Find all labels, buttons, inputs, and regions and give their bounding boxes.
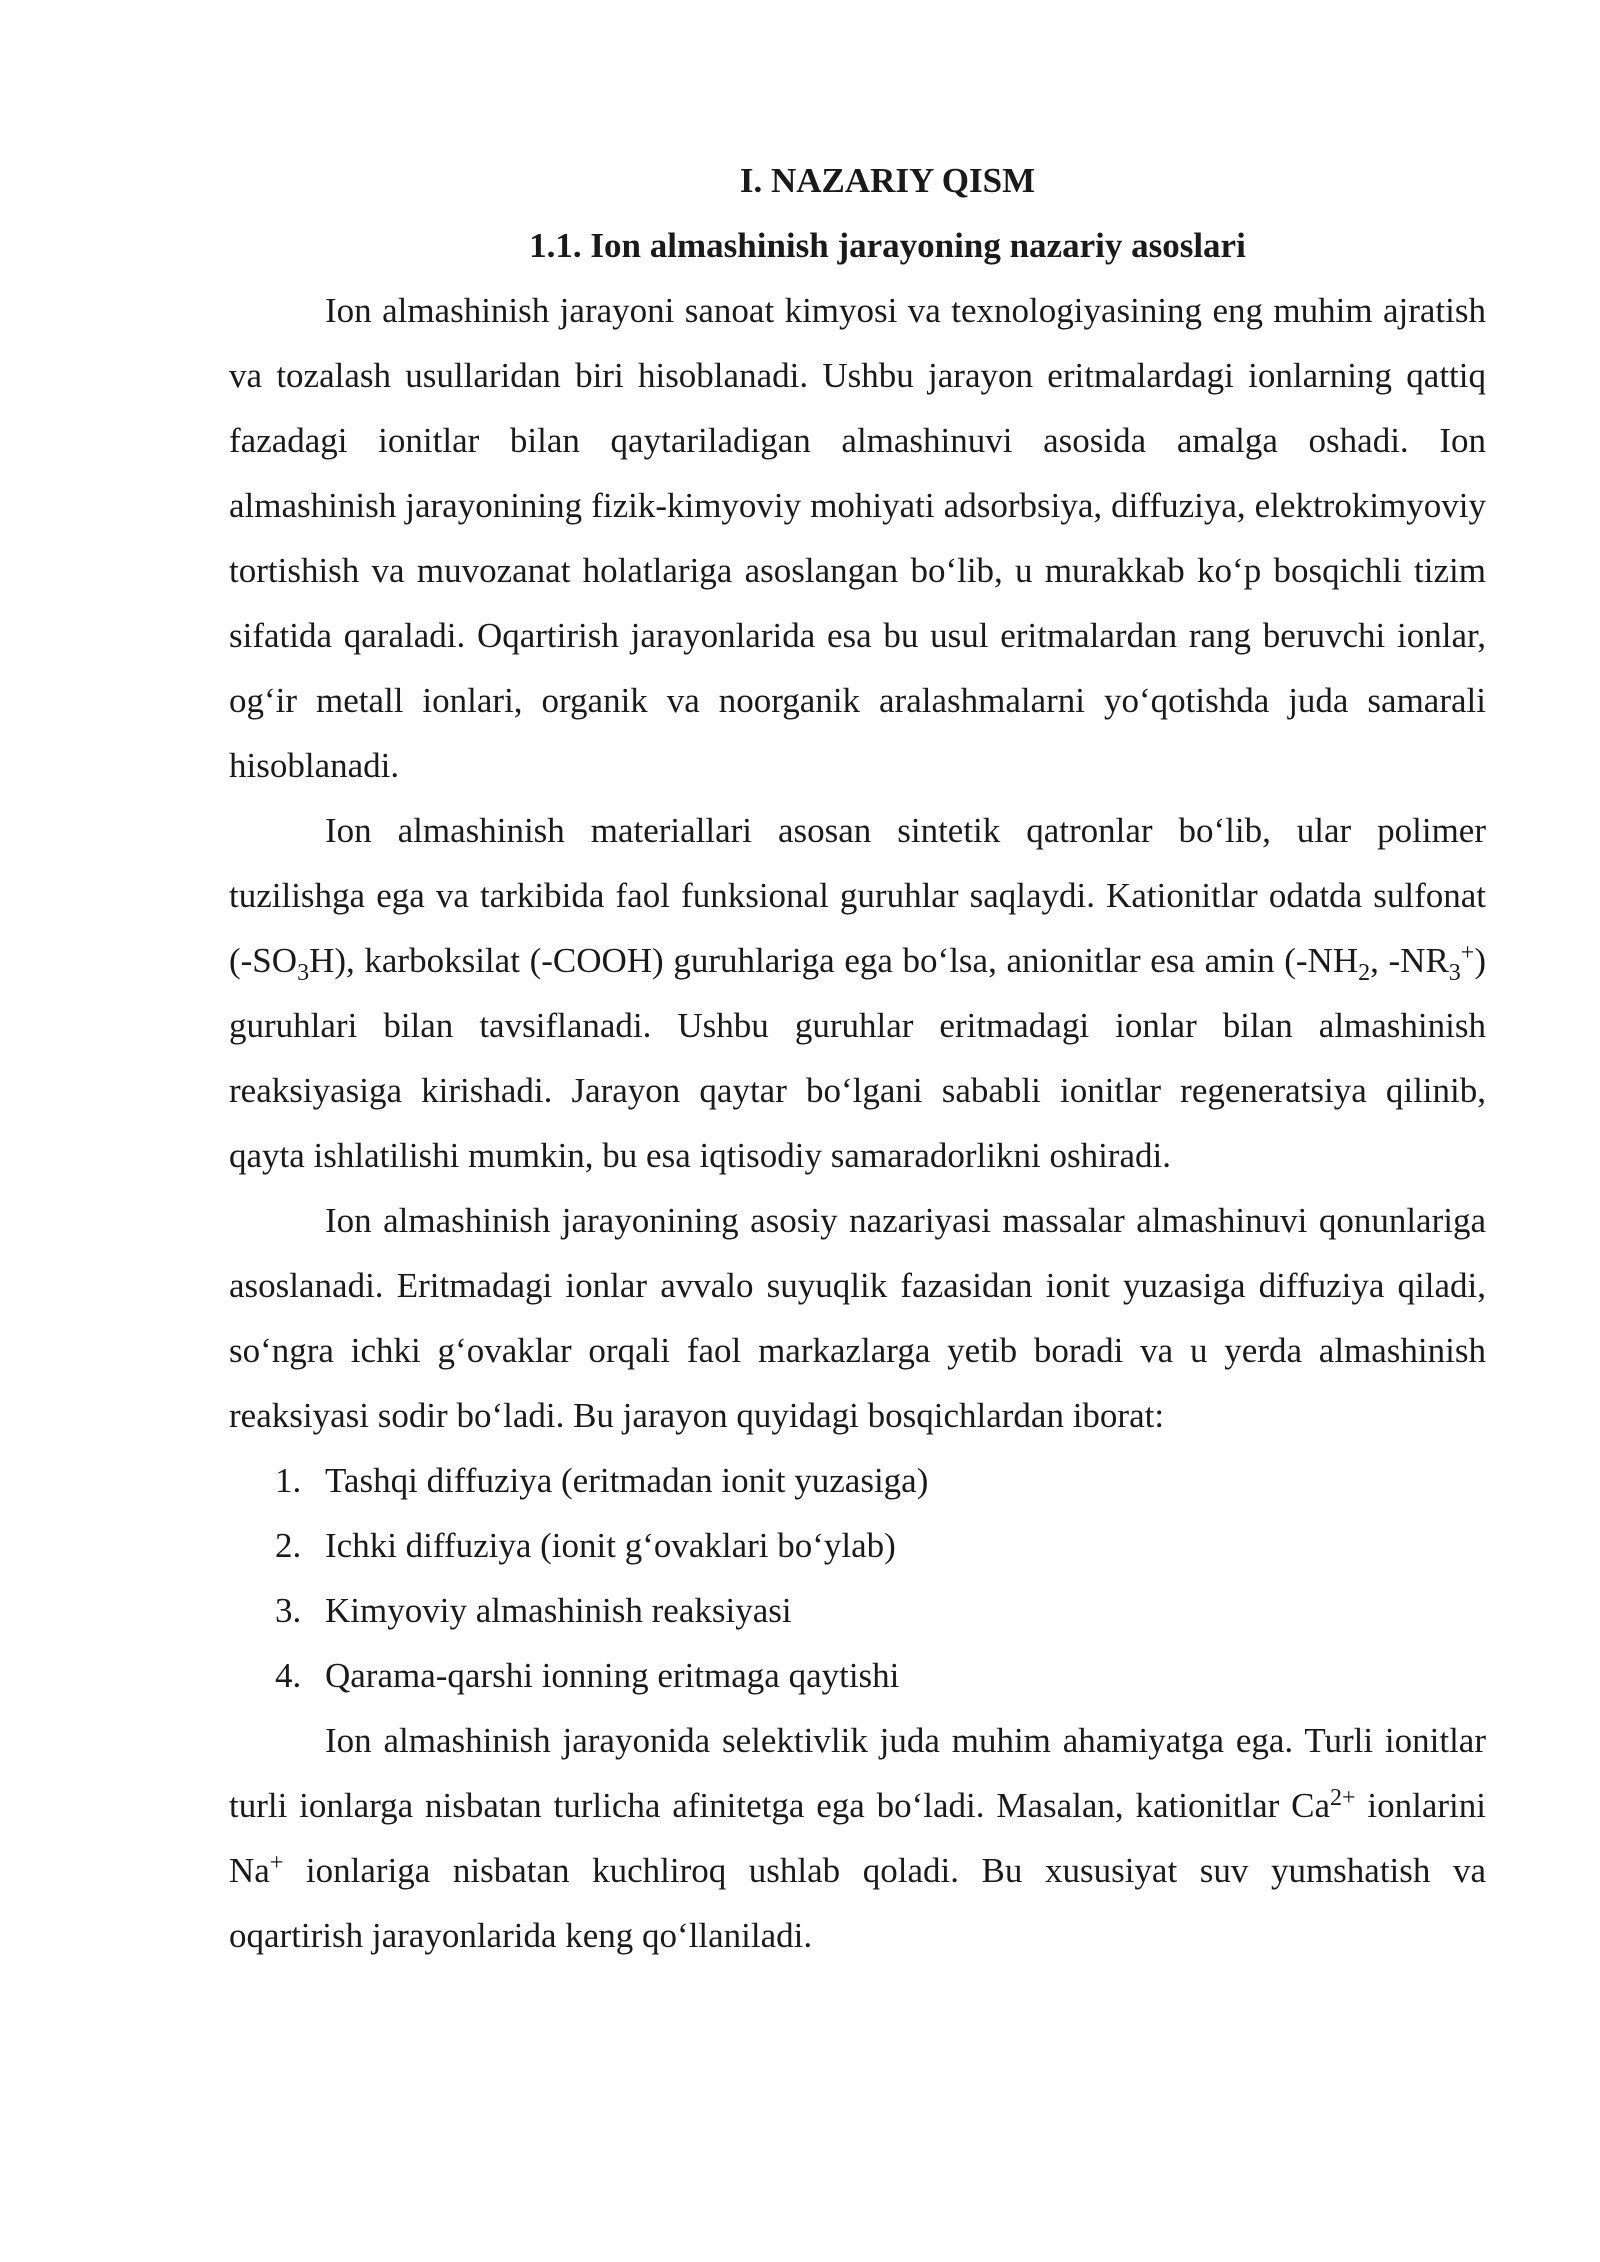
paragraph-intro: Ion almashinish jarayoni sanoat kimyosi va texnologiyasining eng muhim ajratish va tozalash usullaridan biri hisoblanadi. Ushbu jarayon eritmalardagi ionlarning qattiq fazadagi ionitlar bilan qaytariladigan almashinuvi asosida amalga oshadi. Ion almashinish jarayonining fizik-kimyoviy mohiyati adsorbsiya, diffuziya, elektrokimyoviy tortishish va muvozanat holatlariga asoslangan bo‘lib, u murakkab ko‘p bosqichli tizim sifatida qaraladi. Oqartirish jarayonlarida esa bu usul eritmalardan rang beruvchi ionlar, og‘ir metall ionlari, organik va noorganik aralashmalarni yo‘qotishda juda samarali hisoblanadi. [229, 291, 1486, 785]
stages-list [229, 1448, 1486, 1708]
section-title: 1.1. Ion almashinish jarayoning nazariy asoslari [529, 226, 1246, 265]
list-item: 2. Ichki diffuziya (ionit g‘ovaklari bo‘ylab) [275, 1526, 896, 1565]
list-item: 1. Tashqi diffuziya (eritmadan ionit yuzasiga) [275, 1461, 929, 1500]
document-page [229, 148, 1486, 1968]
paragraph-materials: Ion almashinish materiallari asosan sintetik qatronlar bo‘lib, ular polimer tuzilishga ega va tarkibida faol funksional guruhlar saqlaydi. Kationitlar odatda sulfonat $(-SO_3H)$, karboksilat (-COOH) guruhlariga ega bo‘lsa, anionitlar esa amin ($-NH_2$, $-NR_3^+$) guruhlari bilan tavsiflanadi. Ushbu guruhlar eritmadagi ionlar bilan almashinish reaksiyasiga kirishadi. Jarayon qaytar bo‘lgani sababli ionitlar regeneratsiya qilinib, qayta ishlatilishi mumkin, bu esa iqtisodiy samaradorlikni oshiradi. [229, 811, 1486, 1175]
list-item: 4. Qarama-qarshi ionning eritmaga qaytishi [275, 1656, 900, 1695]
paragraph-theory: Ion almashinish jarayonining asosiy nazariyasi massalar almashinuvi qonunlariga asoslanadi. Eritmadagi ionlar avvalo suyuqlik fazasidan ionit yuzasiga diffuziya qiladi, so‘ngra ichki g‘ovaklar orqali faol markazlarga yetib boradi va u yerda almashinish reaksiyasi sodir bo‘ladi. Bu jarayon quyidagi bosqichlardan iborat: [229, 1201, 1486, 1435]
chapter-title: I. NAZARIY QISM [739, 161, 1036, 200]
paragraph-selectivity: Ion almashinish jarayonida selektivlik juda muhim ahamiyatga ega. Turli ionitlar turli ionlarga nisbatan turlicha afinitetga ega bo‘ladi. Masalan, kationitlar $Ca^{2+}$ ionlarini Na+ ionlariga nisbatan kuchliroq ushlab qoladi. Bu xususiyat suv yumshatish va oqartirish jarayonlarida keng qo‘llaniladi. [229, 1721, 1486, 1955]
list-item: 3. Kimyoviy almashinish reaksiyasi [275, 1591, 792, 1630]
